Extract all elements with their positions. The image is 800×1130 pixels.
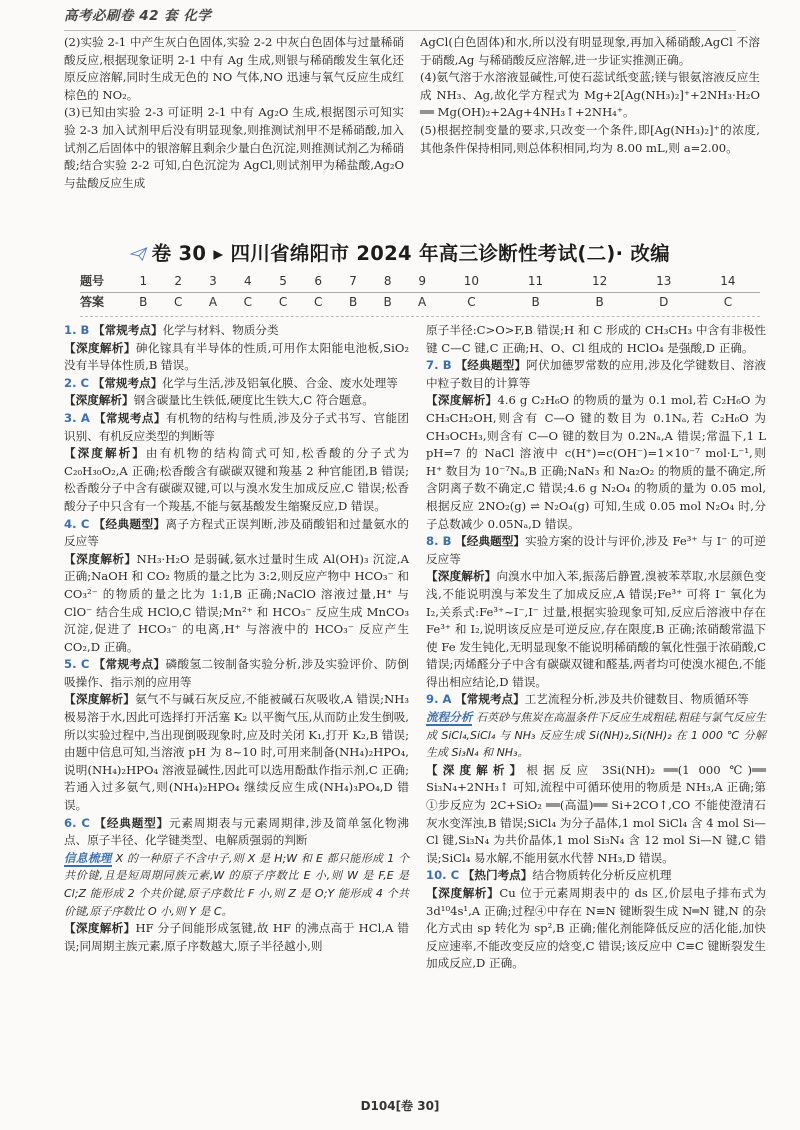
section-tag: 【常规考点】 [92,375,163,390]
section-tag: 【深度解析】 [64,551,137,566]
explanation-paragraph [64,815,409,850]
body-text: 化学与材料、物质分类 [162,323,279,337]
question-number: 9 [405,272,439,293]
section-tag: 【深度解析】 [426,886,500,900]
answer-letter: C [314,295,323,310]
body-text: 氨气不与碱石灰反应,不能被碱石灰吸收,A 错误;NH₃ 极易溶于水,因此可选择打开活塞 K₂ 以平衡气压,从而防止发生倒吸,所以实验过程中,当出现倒吸现象时,应及时关闭 K₁,打开 K₂,B 错误;由题中信息可知,当溶液 pH 为 8~10 时,可用来制备(NH₄)₂HPO₄,说明(NH₄)₂HPO₄ 溶液显碱性,因此可以选用酚酞作指示剂,C 正确;若通入过多氨气,则(NH₄)₂HPO₄ 继续反应生成(NH₄)₃PO₄,D 错误。 [64,692,409,813]
section-tag: 【深度解析】 [64,340,136,355]
question-number: 2 [161,272,196,293]
section-tag: 【深度解析】 [426,569,497,584]
body-text: NH₃·H₂O 是弱碱,氨水过量时生成 Al(OH)₃ 沉淀,A 正确;NaOH 和 CO₂ 物质的量之比为 3:2,则反应产物中 HCO₃⁻ 和 CO₃²⁻ 的物质的量之比为 1:1,B 正确;NaClO 溶液过量,H⁺ 与 ClO⁻ 结合生成 HClO,C 错误;Mn²⁺ 和 HCO₃⁻ 反应生成 MnCO₃ 沉淀,促进了 HCO₃⁻ 的电离,H⁺ 与溶液中的 HCO₃⁻ 反应产生 CO₂,D 正确。 [64,551,409,654]
body-text: 工艺流程分析,涉及共价键数目、物质循环等 [524,692,749,707]
body-text: HF 分子间能形成氢键,故 HF 的沸点高于 HCl,A 错误;同周期主族元素,原子序数越大,原子半径越小,则 [64,921,409,953]
body-text: 阿伏加德罗常数的应用,涉及化学键数目、溶液中粒子数目的计算等 [426,358,766,390]
exam-banner [130,236,670,272]
section-tag: 【经典题型】 [93,516,166,531]
answer-letter: C [243,295,253,310]
note-label: 流程分析 [426,710,473,725]
left-explanation-column [64,322,409,955]
question-number: 6 [301,272,336,293]
note-block [426,709,766,762]
section-tag: 【深度解析】 [64,446,146,461]
table-divider [80,316,760,317]
section-tag: 【深度解析】 [426,393,498,408]
section-tag: 【常规考点】 [93,657,166,672]
section-tag: 【常规考点】 [93,410,166,425]
question-answer-label: 2. C [64,375,90,390]
question-number: 5 [265,272,300,293]
answer-letter: C [723,295,733,310]
section-tag: 【常规考点】 [93,323,163,337]
question-number: 3 [196,272,230,293]
row-label: 答案 [80,295,105,310]
body-text: 元素周期表与元素周期律,涉及简单氢化物沸点、原子半径、化学键类型、电解质强弱的判断 [64,815,409,848]
answer-letter: B [595,295,604,310]
section-tag: 【深度解析】 [64,393,134,408]
section-tag: 【常规考点】 [455,692,525,707]
explanation-paragraph [426,885,766,973]
body-text: 磷酸氢二铵制备实验分析,涉及实验评价、防倒吸操作、指示剂的应用等 [64,657,409,689]
question-answer-label: 9. A [426,692,452,707]
body-text: 向溴水中加入苯,振荡后静置,溴被苯萃取,水层颜色变浅,不能说明溴与苯发生了加成反应,A 错误;Fe³⁺ 可将 I⁻ 氧化为 I₂,关系式:Fe³⁺~I⁻,I⁻ 过量,根据实验现象可知,反应后溶液中存在 Fe³⁺ 和 I₂,说明该反应是可逆反应,存在限度,B 正确;浓硝酸常温下使 Fe 发生钝化,无明显现象不能说明稀硝酸的氧化性强于浓硝酸,C 错误;丙烯醛分子中含有碳碳双键和醛基,两者均可使溴水褪色,不能得出相应结论,D 错误。 [426,569,766,689]
note-block [64,850,409,920]
question-number: 11 [504,272,568,293]
question-answer-label: 6. C [64,815,90,830]
explanation-paragraph [426,568,766,691]
note-text: X 的一种原子不含中子,则 X 是 H;W 和 E 都只能形成 1 个共价键,且是短周期同族元素,W 的原子序数比 E 小,则 W 是 F,E 是 Cl;Z 能形成 2 个共价键,原子序数比 F 小,则 Z 是 O;Y 能形成 4 个共价键,原子序数比 O 小,则 Y 是 C。 [64,851,409,918]
question-answer-label: 3. A [64,410,90,425]
running-header: 高考必刷卷 42 套 化学 [64,8,212,24]
answer-letter: A [208,295,218,310]
question-answer-label: 8. B [426,534,452,549]
body-text: 有机物的结构与性质,涉及分子式书写、官能团识别、有机反应类型的判断等 [64,410,410,443]
question-number: 7 [336,272,371,293]
note-text: 石英砂与焦炭在高温条件下反应生成粗硅,粗硅与氯气反应生成 SiCl₄,SiCl₄ 与 NH₃ 反应生成 Si(NH)₂,Si(NH)₂ 在 1 000 ℃ 分解生成 Si₃N₄ 和 NH₃。 [426,711,766,760]
body-text: Cu 位于元素周期表中的 ds 区,价层电子排布式为 3d¹⁰4s¹,A 正确;过程④中存在 N≡N 键断裂生成 N═N 键,N 的杂化方式由 sp 转化为 sp²,B 正确;催化剂能降低反应的活化能,加快反应速率,不能改变反应的焓变,C 错误;该反应中 C≡C 键断裂发生加成反应,D 正确。 [426,886,766,971]
answer-letter: B [531,295,540,310]
question-answer-label: 5. C [64,657,90,672]
explanation-paragraph [426,392,766,533]
paper-plane-icon [130,237,148,271]
paragraph: (3)已知由实验 2-3 可证明 2-1 中有 Ag₂O 生成,根据图示可知实验 2-3 加入试剂甲后没有明显现象,则推测试剂甲不是稀硝酸,加入试剂乙后固体中的银溶解且剩余少量白色沉淀,则推测试剂乙为稀硝酸;结合实验 2-2 可知,白色沉淀为 AgCl,则试剂甲为稀盐酸,Ag₂O 与盐酸反应生成 [64,105,404,190]
body-text: 砷化镓具有半导体的性质,可用作太阳能电池板,SiO₂ 没有半导体性质,B 错误。 [64,340,409,373]
row-label: 题号 [80,272,126,293]
answer-table [80,272,760,313]
question-number: 12 [568,272,632,293]
explanation-paragraph [426,867,766,885]
question-number: 13 [632,272,696,293]
answer-letter: B [383,295,392,310]
question-number: 14 [696,272,760,293]
explanation-paragraph [64,691,409,814]
section-tag: 【热门考点】 [462,868,533,883]
section-tag: 【经典题型】 [455,358,527,373]
top-left-column [64,34,404,192]
body-text: 实验方案的设计与评价,涉及 Fe³⁺ 与 I⁻ 的可逆反应等 [426,534,766,566]
answer-letter: D [659,295,669,310]
explanation-paragraph [64,392,409,410]
explanation-paragraph [426,322,766,357]
question-answer-label: 7. B [426,358,452,373]
explanation-paragraph [64,375,409,393]
section-tag: 【经典题型】 [455,534,526,549]
explanation-paragraph [426,357,766,392]
right-explanation-column [426,322,766,973]
page-footer: D104[卷 30] [360,1099,440,1113]
section-tag: 【深度解析】 [64,692,136,707]
note-label: 信息梳理 [64,850,112,865]
paragraph: (4)氨气溶于水溶液显碱性,可使石蕊试纸变蓝;镁与银氨溶液反应生成 NH₃、Ag,故化学方程式为 Mg+2[Ag(NH₃)₂]⁺+2NH₃·H₂O ══ Mg(OH)₂+2Ag+4NH₃↑+2NH₄⁺。 [420,70,760,120]
body-text: 化学与生活,涉及铝氧化膜、合金、废水处理等 [162,375,398,390]
body-text: 4.6 g C₂H₆O 的物质的量为 0.1 mol,若 C₂H₆O 为 CH₃CH₂OH,则含有 C—O 键的数目为 0.1Nₐ,若 C₂H₆O 为 CH₃OCH₃,则含有 C—O 键的数目为 0.2Nₐ,A 错误;常温下,1 L pH=7 的 NaCl 溶液中 c(H⁺)=c(OH⁻)=1×10⁻⁷ mol·L⁻¹,则 H⁺ 数目为 10⁻⁷Nₐ,B 正确;NaN₃ 和 Na₂O₂ 的物质的量不确定,所含阴离子数不确定,C 错误;4.6 g N₂O₄ 的物质的量为 0.05 mol,根据反应 2NO₂(g) ⇌ N₂O₄(g) 可知,生成 0.05 mol N₂O₄ 时,分子总数减少 0.05Nₐ,D 错误。 [426,393,766,531]
question-number: 8 [370,272,405,293]
explanation-paragraph [426,762,766,868]
question-number-row [80,272,760,293]
explanation-paragraph [64,920,409,955]
explanation-paragraph [64,656,409,691]
question-number: 4 [230,272,265,293]
paragraph: AgCl(白色固体)和水,所以没有明显现象,再加入稀硝酸,AgCl 不溶于硝酸,Ag 与稀硝酸反应溶解,进一步证实推测正确。 [420,35,760,67]
question-number: 1 [126,272,161,293]
header-rule [64,30,736,31]
explanation-paragraph [426,691,766,709]
body-text: 由有机物的结构简式可知,松香酸的分子式为 C₂₀H₃₀O₂,A 正确;松香酸含有碳碳双键和羧基 2 种官能团,B 错误;松香酸分子中含有碳碳双键,可以与溴水发生加成反应,C 错误;松香酸分子中只含有一个羧基,不能与氨基酸发生缩聚反应,D 错误。 [64,446,409,513]
answer-letter: B [139,295,148,310]
top-right-column [420,34,760,157]
explanation-paragraph [426,533,766,568]
section-tag: 【经典题型】 [94,815,170,830]
paragraph: (5)根据控制变量的要求,只改变一个条件,即[Ag(NH₃)₂]⁺的浓度,其他条件保持相同,则总体积相同,均为 8.00 mL,则 a=2.00。 [420,122,760,155]
question-answer-label: 1. B [64,323,90,337]
paragraph: (2)实验 2-1 中产生灰白色固体,实验 2-2 中灰白色固体与过量稀硝酸反应,根据现象证明 2-1 中有 Ag 生成,则银与稀硝酸发生氧化还原反应溶解,同时生成无色的 NO 气体,NO 迅速与氧气反应生成红棕色的 NO₂。 [64,35,404,102]
explanation-paragraph [64,322,409,340]
explanation-paragraph [64,445,409,515]
section-tag: 【深度解析】 [426,762,527,777]
answer-letter: C [467,295,476,310]
body-text: 离子方程式正误判断,涉及硝酸铝和过量氨水的反应等 [64,516,409,549]
exam-title: 卷 30 ▸ 四川省绵阳市 2024 年高三诊断性考试(二)· 改编 [151,242,670,266]
answer-letter: B [348,295,358,310]
answer-letter: A [418,295,427,310]
answer-letter: C [173,295,183,310]
question-answer-label: 4. C [64,516,90,531]
explanation-paragraph [64,516,409,551]
question-number: 10 [439,272,503,293]
explanation-paragraph [64,410,409,445]
body-text: 根据反应 3Si(NH)₂ ══(1 000 ℃)══ Si₃N₄+2NH₃↑ 可知,流程中可循环使用的物质是 NH₃,A 正确;第①步反应为 2C+SiO₂ ══(高温)══ Si+2CO↑,CO 不能使澄清石灰水变浑浊,B 错误;SiCl₄ 为分子晶体,1 mol SiCl₄ 含 4 mol Si—Cl 键,Si₃N₄ 为共价晶体,1 mol Si₃N₄ 含 12 mol Si—N 键,C 错误;SiCl₄ 易水解,不能用氨水代替 NH₃,D 错误。 [426,762,766,865]
explanation-paragraph [64,340,409,375]
answer-letter: C [278,295,288,310]
section-tag: 【深度解析】 [64,921,136,936]
body-text: 结合物质转化分析反应机理 [532,868,672,883]
question-answer-label: 10. C [426,868,460,883]
explanation-paragraph [64,551,409,657]
body-text: 钢含碳量比生铁低,硬度比生铁大,C 符合题意。 [133,393,374,408]
answer-row [80,293,760,314]
body-text: 原子半径:C>O>F,B 错误;H 和 C 形成的 CH₃CH₃ 中含有非极性键 C—C 键,C 正确;H、O、Cl 组成的 HClO₄ 是强酸,D 正确。 [426,323,766,355]
